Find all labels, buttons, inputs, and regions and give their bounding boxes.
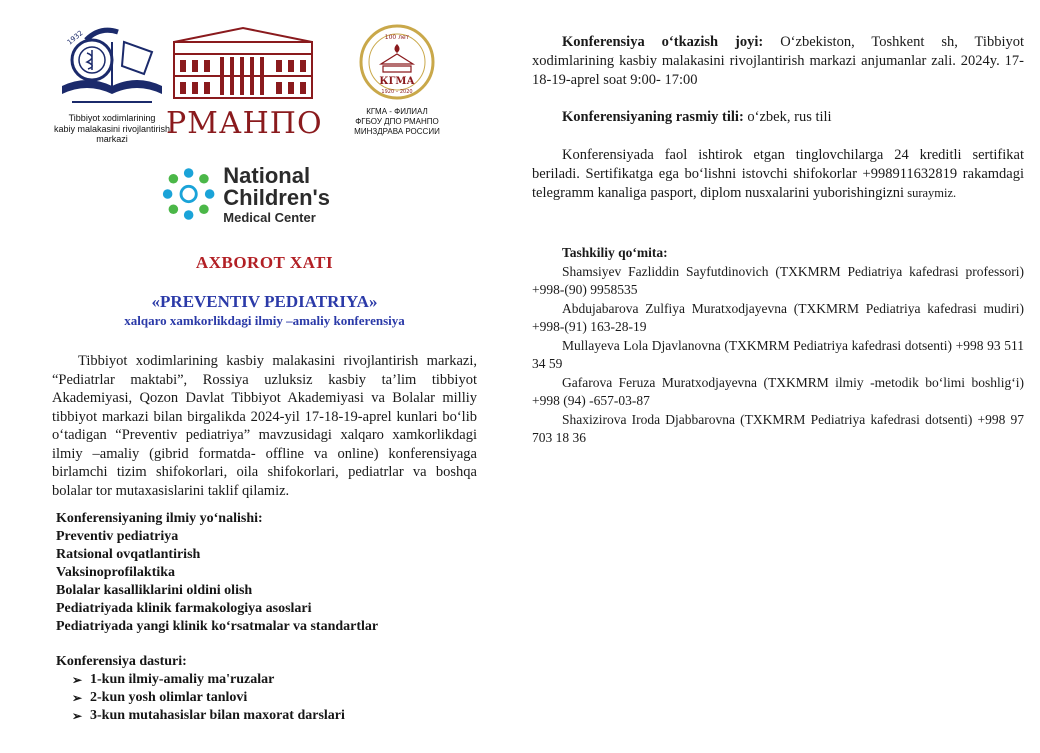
- language-label: Konferensiyaning rasmiy tili:: [562, 109, 744, 125]
- venue-paragraph: [532, 33, 1024, 90]
- program-section: [56, 653, 345, 725]
- committee-section: [532, 244, 1024, 448]
- arrow-icon: ➢: [72, 691, 83, 705]
- venue-label: Konferensiya o‘tkazish joyi:: [562, 34, 764, 50]
- venue-text: O‘zbekiston, Toshkent sh, Tibbiyot xodimlarining kasbiy malakasini rivojlantirish markazi anjumanlar zali. 2024y. 17-18-19-aprel soat 9:00- 17:00: [532, 34, 1024, 88]
- header-title: AXBOROT XATI: [195, 253, 334, 272]
- direction-item: Preventiv pediatriya: [56, 529, 179, 544]
- program-item: ➢ 1-kun ilmiy-amaliy ma'ruzalar: [72, 672, 275, 687]
- directions-title: Konferensiyaning ilmiy yo‘nalishi:: [56, 511, 263, 526]
- committee-member: Shaxizirova Iroda Djabbarovna (TXKMRM Pediatriya kafedrasi dotsenti) +998 97 703 18 36: [532, 411, 1024, 445]
- program-item: ➢ 2-kun yosh olimlar tanlovi: [72, 690, 248, 705]
- national-childrens-logo: [160, 160, 330, 228]
- kgma-logo: [345, 22, 449, 140]
- certificate-text: Konferensiyada faol ishtirok etgan tinglovchilarga 24 kreditli sertifikat beriladi. Sertifikatga ega bo‘lishni istovchi shifokorlar +998911632819 rakamdagi telegramm kanaliga pasport, diplom nusxalarini yuborishingizni: [532, 147, 1024, 201]
- svg-text:КГМА: КГМА: [379, 76, 415, 87]
- kgma-seal-icon: [345, 22, 449, 102]
- certificate-paragraph: [532, 146, 1024, 203]
- language-text: o‘zbek, rus tili: [743, 109, 832, 125]
- program-item: ➢ 3-kun mutahasislar bilan maxorat darslari: [72, 708, 345, 723]
- committee-title: Tashkiliy qo‘mita:: [562, 245, 668, 260]
- nc-text: National Children's Medical Center: [223, 162, 330, 225]
- conference-subtitle: xalqaro xamkorlikdagi ilmiy –amaliy konferensiya: [124, 313, 405, 328]
- book-emblem-icon: [52, 22, 172, 108]
- program-title: Konferensiya dasturi:: [56, 654, 187, 669]
- direction-item: Ratsional ovqatlantirish: [56, 547, 201, 562]
- people-circle-icon: [160, 164, 217, 224]
- conference-title: «PREVENTIV PEDIATRIYA»: [151, 292, 378, 311]
- direction-item: Vaksinoprofilaktika: [56, 565, 176, 580]
- arrow-icon: ➢: [72, 673, 83, 687]
- rmanpo-text: РМАНПО: [166, 106, 323, 141]
- direction-item: Pediatriyada klinik farmakologiya asoslari: [56, 601, 312, 616]
- direction-item: Bolalar kasalliklarini oldini olish: [56, 583, 253, 598]
- building-icon: [166, 24, 320, 102]
- center-logo-caption: Tibbiyot xodimlarining kabiy malakasini rivojlantirish markazi: [53, 113, 171, 144]
- svg-text:1920 – 2020: 1920 – 2020: [381, 89, 413, 95]
- intro-paragraph: Tibbiyot xodimlarining kasbiy malakasini rivojlantirish markazi, “Pediatrlar maktabi”, Rossiya uzluksiz kasbiy ta’lim tibbiyot Akademiyasi, Qozon Davlat Tibbiyot Akademiyasi va Bolalar milliy tibbiyot markazi bilan birgalikda 2024-yil 17-18-19-aprel kunlari bo‘lib o‘tadigan “Preventiv pediatriya” mavzusidagi xalqaro xamkorlikdagi ilmiy –amaliy (gibrid formatda- offline va online) konferensiyaga birlamchi tizim shifokorlari, oila shifokorlari, pediatrlar va boshqa bolalar tor mutaxasislarini taklif qilamiz.: [52, 353, 477, 499]
- directions-section: [56, 510, 378, 636]
- committee-member: Shamsiyev Fazliddin Sayfutdinovich (TXKMRM Pediatriya kafedrasi professori) +998-(90) 9958535: [532, 263, 1024, 297]
- committee-member: Mullayeva Lola Djavlanovna (TXKMRM Pediatriya kafedrasi dotsenti) +998 93 511 34 59: [532, 337, 1024, 371]
- committee-member: Gafarova Feruza Muratxodjayevna (TXKMRM ilmiy -metodik bo‘limi boshlig‘i) +998 (94) -657-03-87: [532, 374, 1024, 408]
- center-logo: [52, 22, 172, 144]
- kgma-caption: КГМА - ФИЛИАЛ ФГБОУ ДПО РМАНПО МИНЗДРАВА РОССИИ: [354, 107, 440, 136]
- committee-member: Abdujabarova Zulfiya Muratxodjayevna (TXKMRM Pediatriya kafedrasi mudiri) +998-(91) 163-28-19: [532, 300, 1024, 334]
- direction-item: Pediatriyada yangi klinik ko‘rsatmalar va standartlar: [56, 619, 379, 634]
- center-year: 1932: [65, 28, 85, 47]
- arrow-icon: ➢: [72, 709, 83, 723]
- language-paragraph: [532, 108, 1024, 127]
- svg-text:100 лет: 100 лет: [384, 34, 410, 41]
- rmanpo-logo: [166, 24, 323, 141]
- certificate-tail: suraymiz.: [904, 186, 957, 200]
